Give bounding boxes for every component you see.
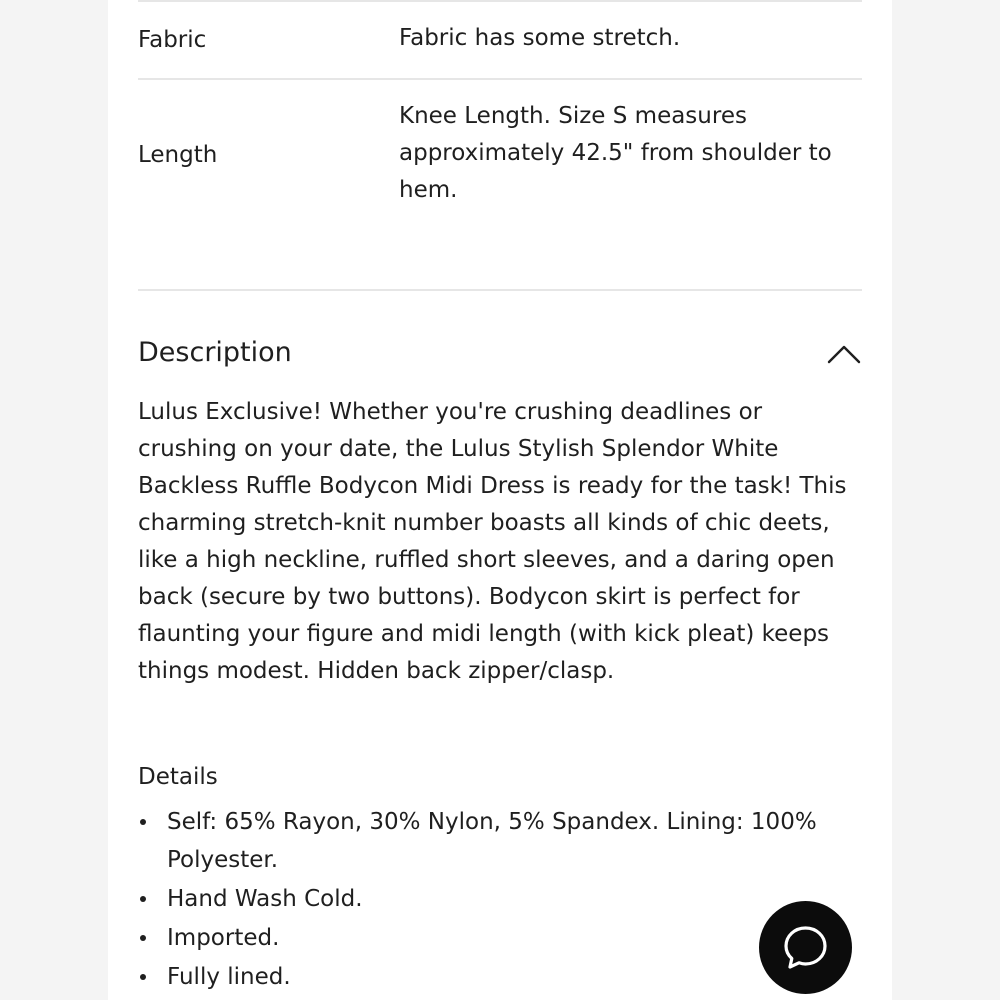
details-item-origin <box>138 919 862 957</box>
divider-specs-end <box>138 289 862 291</box>
details-title: Details <box>138 764 218 790</box>
chat-bubble-icon <box>782 924 829 971</box>
bullet-icon <box>140 974 146 980</box>
spec-label-fabric: Fabric <box>138 27 207 53</box>
details-item-text: Fully lined. <box>167 964 291 990</box>
bullet-icon <box>140 935 146 941</box>
details-item-text: Hand Wash Cold. <box>167 886 363 912</box>
details-item-care <box>138 880 862 918</box>
details-item-text: Self: 65% Rayon, 30% Nylon, 5% Spandex. Lining: 100% Polyester. <box>167 809 817 873</box>
description-title: Description <box>138 337 292 368</box>
details-item-text: Imported. <box>167 925 280 951</box>
spec-value-length: Knee Length. Size S measures approximately 42.5" from shoulder to hem. <box>399 103 832 203</box>
spec-label-length: Length <box>138 142 218 168</box>
chat-button[interactable] <box>759 901 852 994</box>
details-item-lining <box>138 958 862 996</box>
product-page-panel <box>108 0 892 1000</box>
chevron-up-icon[interactable] <box>826 336 862 372</box>
bullet-icon <box>140 819 146 825</box>
bullet-icon <box>140 896 146 902</box>
spec-value-fabric: Fabric has some stretch. <box>399 25 681 51</box>
divider-fabric <box>138 78 862 80</box>
details-item-material <box>138 803 862 879</box>
details-list <box>138 803 862 997</box>
description-body: Lulus Exclusive! Whether you're crushing deadlines or crushing on your date, the Lulus Stylish Splendor White Backless Ruffle Bodycon Midi Dress is ready for the task! This charming stretch-knit number boasts all kinds of chic deets, like a high neckline, ruffled short sleeves, and a daring open back (secure by two buttons). Bodycon skirt is perfect for flaunting your figure and midi length (with kick pleat) keeps things modest. Hidden back zipper/clasp. <box>138 399 847 684</box>
divider-top <box>138 0 862 2</box>
